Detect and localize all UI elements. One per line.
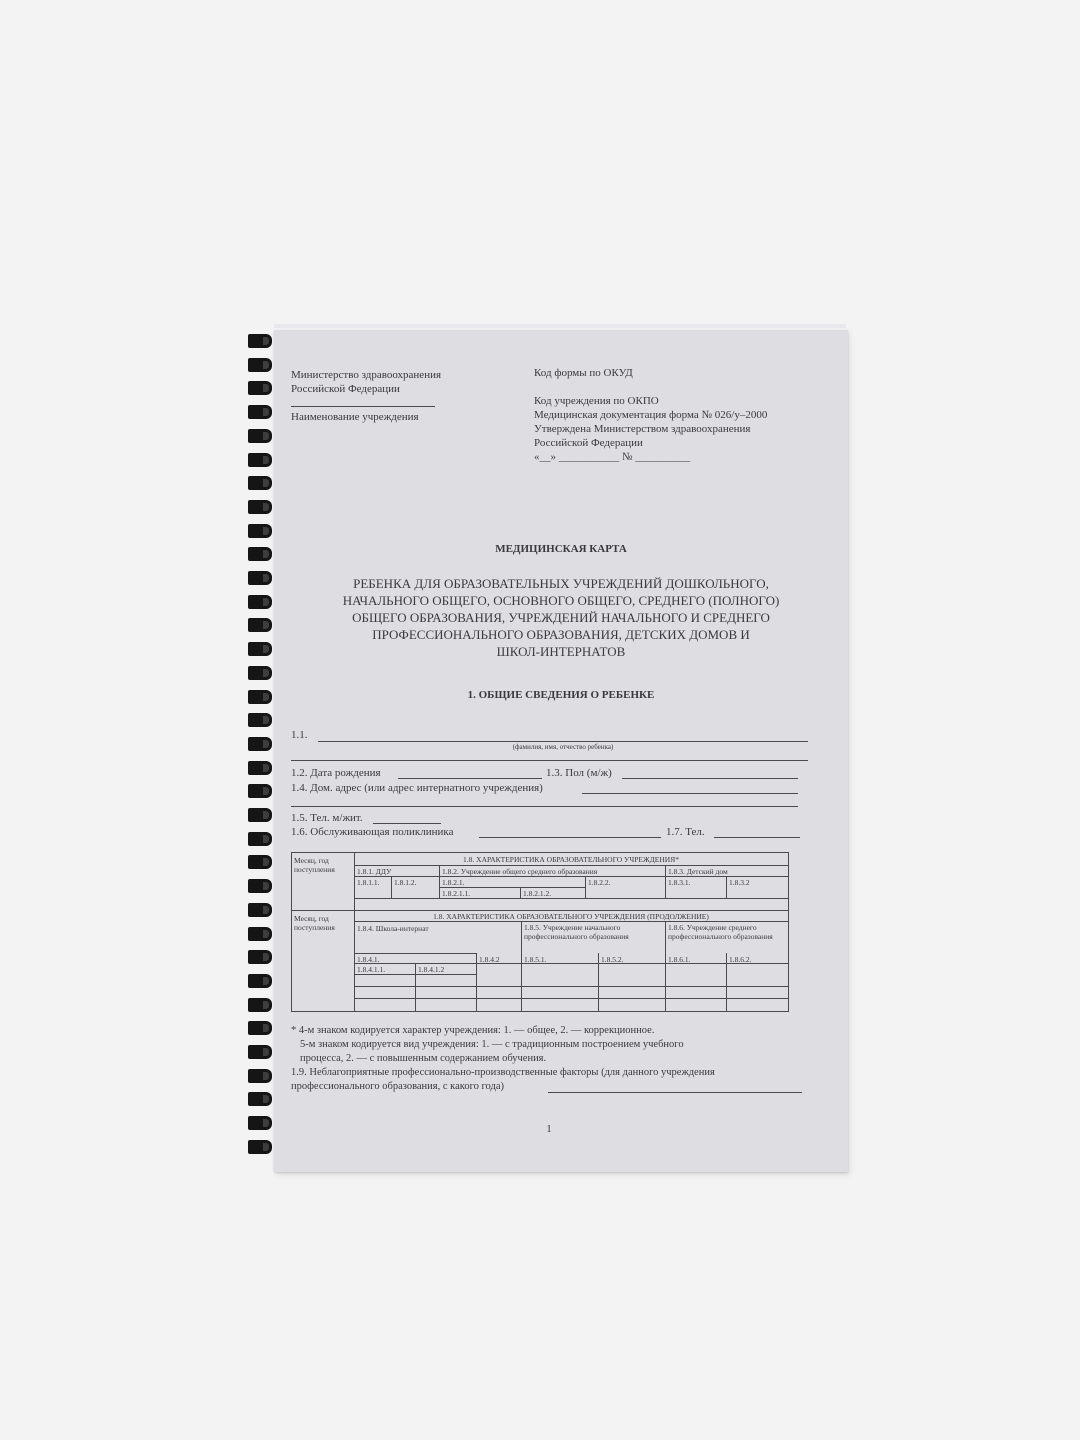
cell-1-8-5-2: 1.8.5.2. xyxy=(601,955,624,964)
birth-date-field[interactable] xyxy=(398,778,542,779)
note-4th-sign: * 4-м знаком кодируется характер учреждения: 1. — общее, 2. — коррекционное. xyxy=(291,1025,655,1036)
binding-ring xyxy=(248,855,272,869)
cell-1-8-3-1: 1.8.3.1. xyxy=(668,878,691,887)
cell-1-8-6-1: 1.8.6.1. xyxy=(668,955,691,964)
approval-date-line: «__» ___________ № __________ xyxy=(534,451,691,463)
binding-ring xyxy=(248,998,272,1012)
binding-ring xyxy=(248,761,272,775)
birth-date-label: 1.2. Дата рождения xyxy=(291,767,381,779)
institution-table xyxy=(291,852,789,1012)
char-header-cont: 1.8. ХАРАКТЕРИСТИКА ОБРАЗОВАТЕЛЬНОГО УЧРЕЖДЕНИЯ (ПРОДОЛЖЕНИЕ) xyxy=(433,912,709,921)
okud-code-label: Код формы по ОКУД xyxy=(534,367,633,379)
col-1-8-4: 1.8.4. Школа-интернат xyxy=(357,924,429,933)
binding-ring xyxy=(248,1140,272,1154)
char-header: 1.8. ХАРАКТЕРИСТИКА ОБРАЗОВАТЕЛЬНОГО УЧРЕЖДЕНИЯ* xyxy=(463,855,679,864)
binding-ring xyxy=(248,476,272,490)
binding-ring xyxy=(248,547,272,561)
clinic-phone-label: 1.7. Тел. xyxy=(666,826,705,838)
binding-ring xyxy=(248,1069,272,1083)
subtitle-line: ПРОФЕССИОНАЛЬНОГО ОБРАЗОВАНИЯ, ДЕТСКИХ ДОМОВ И xyxy=(372,627,750,642)
cell-1-8-5-1: 1.8.5.1. xyxy=(524,955,547,964)
field-1-1-extra-line[interactable] xyxy=(291,760,808,761)
clinic-label: 1.6. Обслуживающая поликлиника xyxy=(291,826,454,838)
okpo-code-label: Код учреждения по ОКПО xyxy=(534,395,659,407)
subtitle-line: НАЧАЛЬНОГО ОБЩЕГО, ОСНОВНОГО ОБЩЕГО, СРЕДНЕГО (ПОЛНОГО) xyxy=(342,593,780,608)
card-subtitle xyxy=(274,575,848,660)
binding-ring xyxy=(248,927,272,941)
child-name-hint: (фамилия, имя, отчество ребенка) xyxy=(512,743,614,751)
cell-1-8-2-1-2: 1.8.2.1.2. xyxy=(523,889,552,898)
card-title: МЕДИЦИНСКАЯ КАРТА xyxy=(495,543,627,555)
binding-ring xyxy=(248,642,272,656)
address-field[interactable] xyxy=(582,793,798,794)
col-1-8-2: 1.8.2. Учреждение общего среднего образования xyxy=(442,867,598,876)
note-5th-sign-cont: процесса, 2. — с повышенным содержанием обучения. xyxy=(300,1053,547,1064)
binding-ring xyxy=(248,832,272,846)
institution-name-label: Наименование учреждения xyxy=(291,411,419,423)
month-year-header-2: Месяц, год поступления xyxy=(294,914,335,932)
binding-ring xyxy=(248,1045,272,1059)
ministry-line-1: Министерство здравоохранения xyxy=(291,369,442,381)
cell-1-8-2-2: 1.8.2.2. xyxy=(588,878,611,887)
page-number: 1 xyxy=(546,1123,552,1135)
cell-1-8-6-2: 1.8.6.2. xyxy=(729,955,752,964)
approved-line-2: Российской Федерации xyxy=(534,437,643,449)
form-number: Медицинская документация форма № 026/у–2000 xyxy=(534,409,768,421)
binding-ring xyxy=(248,879,272,893)
binding-ring xyxy=(248,808,272,822)
address-field-line-2[interactable] xyxy=(291,806,798,807)
subtitle-line: РЕБЕНКА ДЛЯ ОБРАЗОВАТЕЛЬНЫХ УЧРЕЖДЕНИЙ ДОШКОЛЬНОГО, xyxy=(353,576,769,591)
clinic-field[interactable] xyxy=(479,837,661,838)
clinic-phone-field[interactable] xyxy=(714,837,800,838)
hazard-factors-field[interactable] xyxy=(548,1092,802,1093)
cell-1-8-4-1-2: 1.8.4.1.2 xyxy=(418,965,445,974)
binding-ring xyxy=(248,405,272,419)
col-1-8-5: 1.8.5. Учреждение начального профессионального образования xyxy=(524,923,629,941)
subtitle-line: ОБЩЕГО ОБРАЗОВАНИЯ, УЧРЕЖДЕНИЙ НАЧАЛЬНОГО И СРЕДНЕГО xyxy=(352,610,770,625)
subtitle-line: ШКОЛ-ИНТЕРНАТОВ xyxy=(496,644,626,659)
binding-ring xyxy=(248,974,272,988)
child-name-field[interactable] xyxy=(318,741,808,742)
field-1-1-label: 1.1. xyxy=(291,729,308,741)
address-label: 1.4. Дом. адрес (или адрес интернатного учреждения) xyxy=(291,782,543,794)
sex-label: 1.3. Пол (м/ж) xyxy=(546,767,612,779)
month-year-header: Месяц, год поступления xyxy=(294,856,335,874)
binding-ring xyxy=(248,618,272,632)
cell-1-8-1-1: 1.8.1.1. xyxy=(357,878,380,887)
col-1-8-1: 1.8.1. ДДУ xyxy=(357,867,392,876)
medical-card-booklet xyxy=(246,324,850,1174)
cell-1-8-1-2: 1.8.1.2. xyxy=(394,878,417,887)
sex-field[interactable] xyxy=(622,778,798,779)
cell-1-8-4-1-1: 1.8.4.1.1. xyxy=(357,965,386,974)
binding-ring xyxy=(248,903,272,917)
field-1-9-label-cont: профессионального образования, с какого года) xyxy=(291,1081,504,1092)
binding-ring xyxy=(248,784,272,798)
binding-ring xyxy=(248,1021,272,1035)
binding-ring xyxy=(248,334,272,348)
institution-name-line xyxy=(291,406,435,407)
binding-ring xyxy=(248,595,272,609)
binding-ring xyxy=(248,690,272,704)
phone-label: 1.5. Тел. м/жит. xyxy=(291,812,363,824)
binding-ring xyxy=(248,1092,272,1106)
ministry-line-2: Российской Федерации xyxy=(291,383,400,395)
binding-ring xyxy=(248,500,272,514)
binding-ring xyxy=(248,713,272,727)
cell-1-8-2-1: 1.8.2.1. xyxy=(442,878,465,887)
binding-ring xyxy=(248,429,272,443)
col-1-8-6: 1.8.6. Учреждение среднего профессионального образования xyxy=(668,923,773,941)
cell-1-8-4-1: 1.8.4.1. xyxy=(357,955,380,964)
binding-ring xyxy=(248,950,272,964)
binding-ring xyxy=(248,381,272,395)
binding-ring xyxy=(248,571,272,585)
binding-ring xyxy=(248,524,272,538)
binding-ring xyxy=(248,453,272,467)
binding-ring xyxy=(248,666,272,680)
binding-ring xyxy=(248,358,272,372)
note-5th-sign: 5-м знаком кодируется вид учреждения: 1. — с традиционным построением учебного xyxy=(300,1039,684,1050)
binding-ring xyxy=(248,1116,272,1130)
phone-field[interactable] xyxy=(373,823,441,824)
col-1-8-3: 1.8.3. Детский дом xyxy=(668,867,728,876)
section-heading: 1. ОБЩИЕ СВЕДЕНИЯ О РЕБЕНКЕ xyxy=(467,689,655,701)
field-1-9-label: 1.9. Неблагоприятные профессионально-производственные факторы (для данного учреждения xyxy=(291,1067,715,1078)
cell-1-8-2-1-1: 1.8.2.1.1. xyxy=(442,889,471,898)
cell-1-8-3-2: 1.8.3.2 xyxy=(729,878,750,887)
cell-1-8-4-2: 1.8.4.2 xyxy=(479,955,500,964)
spiral-binding xyxy=(246,328,272,1172)
page-edge xyxy=(274,324,846,328)
binding-ring xyxy=(248,737,272,751)
approved-line-1: Утверждена Министерством здравоохранения xyxy=(534,423,751,435)
form-page xyxy=(274,330,848,1172)
